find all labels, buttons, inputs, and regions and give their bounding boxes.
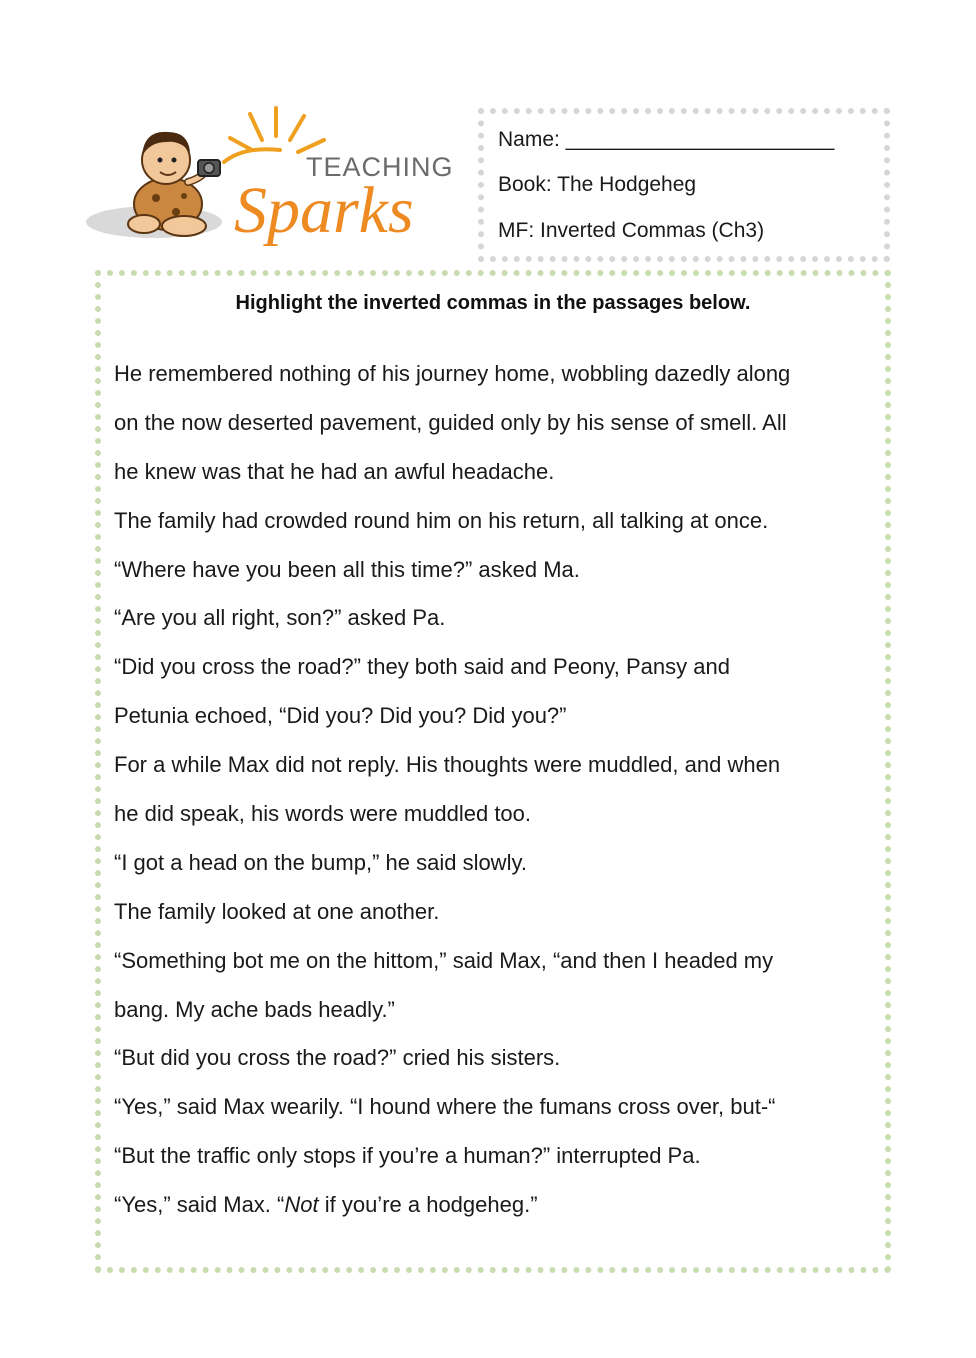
passage-line: The family had crowded round him on his return, all talking at once. [114, 507, 769, 533]
passage-line: Petunia echoed, “Did you? Did you? Did you?” [114, 703, 567, 729]
passage-line: “Where have you been all this time?” asked Ma. [114, 556, 580, 582]
passage-text [114, 350, 884, 1230]
focus-topic: MF: Inverted Commas (Ch3) [498, 219, 765, 242]
logo-text-teaching: TEACHING [306, 152, 454, 182]
passage-line: he knew was that he had an awful headache. [114, 458, 555, 484]
passage-line: bang. My ache bads headly.” [114, 996, 395, 1022]
emphasis-not: Not [284, 1192, 319, 1218]
passage-line: For a while Max did not reply. His thoughts were muddled, and when [114, 752, 781, 778]
logo-text-sparks: Sparks [234, 174, 414, 247]
passage-box [95, 270, 891, 1273]
name-label: Name: [498, 128, 560, 151]
passage-line: The family looked at one another. [114, 898, 440, 924]
passage-line: on the now deserted pavement, guided only by his sense of smell. All [114, 409, 787, 435]
instruction-heading: Highlight the inverted commas in the passages below. [235, 292, 751, 314]
passage-line: “But the traffic only stops if you’re a human?” interrupted Pa. [114, 1143, 701, 1169]
logo-graphic [84, 100, 454, 260]
passage-line: “Are you all right, son?” asked Pa. [114, 605, 446, 631]
passage-line: “I got a head on the bump,” he said slowly. [114, 849, 527, 875]
passage-line-last [114, 1181, 884, 1230]
last-line-start: “Yes,” said Max. “ [114, 1192, 285, 1218]
name-blank[interactable]: _______________________ [565, 128, 835, 151]
passage-line: “Yes,” said Max wearily. “I hound where the fumans cross over, but-“ [114, 1094, 776, 1120]
name-field-row[interactable] [498, 128, 834, 152]
worksheet-info-box [478, 108, 890, 262]
passage-line: He remembered nothing of his journey home, wobbling dazedly along [114, 361, 791, 386]
passage-line: he did speak, his words were muddled too. [114, 801, 532, 827]
teaching-sparks-logo [84, 100, 454, 260]
book-title: Book: The Hodgeheg [498, 173, 697, 196]
passage-line: “Something bot me on the hittom,” said Max, “and then I headed my [114, 947, 774, 973]
passage-line: “Did you cross the road?” they both said and Peony, Pansy and [114, 654, 730, 680]
last-line-end: if you’re a hodgeheg.” [318, 1192, 538, 1218]
passage-line: “But did you cross the road?” cried his sisters. [114, 1045, 561, 1071]
